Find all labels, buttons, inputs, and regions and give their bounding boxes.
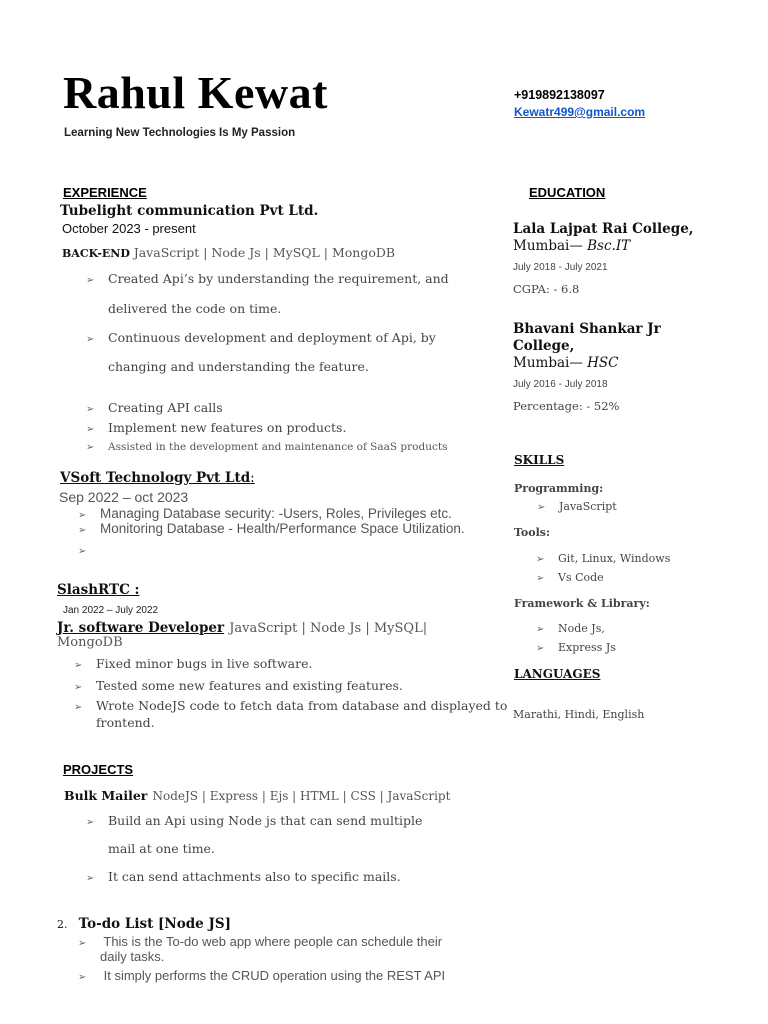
list-item: ➢ Continuous development and deployment of Api, by [86,330,436,345]
list-item: ➢ Wrote NodeJS code to fetch data from database and displayed to [74,698,508,713]
degree: Bsc.IT [587,238,631,254]
arrow-bullet-icon: ➢ [86,442,95,453]
list-item: ➢ Monitoring Database - Health/Performance Space Utilization. [78,521,465,536]
list-item: ➢ Creating API calls [86,400,223,415]
project-number: 2. [57,918,68,931]
arrow-bullet-icon: ➢ [78,525,87,536]
role-label: BACK-END [62,247,130,260]
experience-heading: EXPERIENCE [63,185,147,200]
job-dates: October 2023 - present [62,221,196,236]
arrow-bullet-icon: ➢ [537,502,546,513]
list-item: mail at one time. [108,841,215,856]
college-name-cont: College, [513,338,575,354]
arrow-bullet-icon: ➢ [86,817,95,828]
list-item: delivered the code on time. [108,301,282,316]
list-item: ➢ Fixed minor bugs in live software. [74,656,313,671]
list-item: ➢ Node Js, [536,622,605,635]
education-heading: EDUCATION [529,185,606,200]
arrow-bullet-icon: ➢ [536,624,545,635]
list-item: ➢ Managing Database security: -Users, Roles, Privileges etc. [78,506,452,521]
list-item: ➢ Express Js [536,641,616,654]
job-dates: Sep 2022 – oct 2023 [59,489,189,505]
arrow-bullet-icon: ➢ [86,404,95,415]
list-item: ➢ Tested some new features and existing features. [74,678,403,693]
arrow-bullet-icon: ➢ [536,573,545,584]
skills-framework-label: Framework & Library: [514,597,650,610]
college-name: Bhavani Shankar Jr [513,321,661,337]
list-item: ➢ Implement new features on products. [86,420,347,435]
list-item: ➢ Git, Linux, Windows [536,552,671,565]
arrow-bullet-icon: ➢ [78,510,87,521]
arrow-bullet-icon: ➢ [536,554,545,565]
college-city-line [513,355,618,371]
arrow-bullet-icon: ➢ [74,682,83,693]
education-dates: July 2016 - July 2018 [513,379,608,390]
arrow-bullet-icon: ➢ [74,702,83,713]
list-item: ➢ It simply performs the CRUD operation using the REST API [78,968,446,983]
project-title: To-do List [Node JS] [78,916,231,932]
languages-heading: LANGUAGES [514,667,601,681]
project-title-line [64,785,450,804]
job-company: VSoft Technology Pvt Ltd: [60,470,255,486]
list-item: ➢ It can send attachments also to specific mails. [86,869,401,884]
tech-stack: JavaScript | Node Js | MySQL | MongoDB [133,245,396,260]
phone-number: +919892138097 [514,88,605,102]
skills-tools-label: Tools: [514,526,551,539]
college-city-line [513,238,630,254]
projects-heading: PROJECTS [63,762,134,777]
list-item: changing and understanding the feature. [108,359,369,374]
list-item [78,542,100,557]
job-company: Tubelight communication Pvt Ltd. [60,203,319,219]
degree: HSC [587,355,619,371]
arrow-bullet-icon: ➢ [86,873,95,884]
arrow-bullet-icon: ➢ [74,660,83,671]
college-name: Lala Lajpat Rai College, [513,221,694,237]
list-item: ➢ This is the To-do web app where people can schedule their [78,934,443,949]
list-item: daily tasks. [100,949,165,964]
languages-list: Marathi, Hindi, English [513,708,645,721]
list-item: ➢ Assisted in the development and maintenance of SaaS products [86,441,448,453]
arrow-bullet-icon: ➢ [86,275,95,286]
list-item: ➢ Created Api’s by understanding the requirement, and [86,271,449,286]
arrow-bullet-icon: ➢ [78,546,87,557]
education-score: CGPA: - 6.8 [513,282,580,296]
tagline: Learning New Technologies Is My Passion [64,127,296,139]
list-item: frontend. [96,715,155,730]
arrow-bullet-icon: ➢ [86,424,95,435]
education-dates: July 2018 - July 2021 [513,262,608,273]
college-city: Mumbai— [513,238,583,254]
skills-heading: SKILLS [514,453,565,467]
arrow-bullet-icon: ➢ [78,938,87,949]
arrow-bullet-icon: ➢ [86,334,95,345]
job-dates: Jan 2022 – July 2022 [63,605,159,616]
list-item: ➢ Vs Code [536,571,604,584]
college-city: Mumbai— [513,355,583,371]
tech-stack: JavaScript | Node Js | MySQL| [229,621,428,636]
project-stack: NodeJS | Express | Ejs | HTML | CSS | JavaScript [152,789,451,803]
arrow-bullet-icon: ➢ [78,972,87,983]
skills-programming-label: Programming: [514,482,604,495]
job-role-line [57,617,427,636]
project-title: Bulk Mailer [64,788,148,803]
job-company: SlashRTC : [57,582,140,598]
tech-stack-cont: MongoDB [57,635,123,650]
project-title-line [57,913,231,932]
list-item: ➢ Build an Api using Node js that can send multiple [86,813,423,828]
candidate-name: Rahul Kewat [63,67,328,118]
education-score: Percentage: - 52% [513,399,620,413]
list-item: ➢ JavaScript [537,500,617,513]
job-role: Jr. software Developer [57,620,225,636]
arrow-bullet-icon: ➢ [536,643,545,654]
email-link[interactable]: Kewatr499@gmail.com [514,105,646,119]
job-stack-line [62,245,395,260]
